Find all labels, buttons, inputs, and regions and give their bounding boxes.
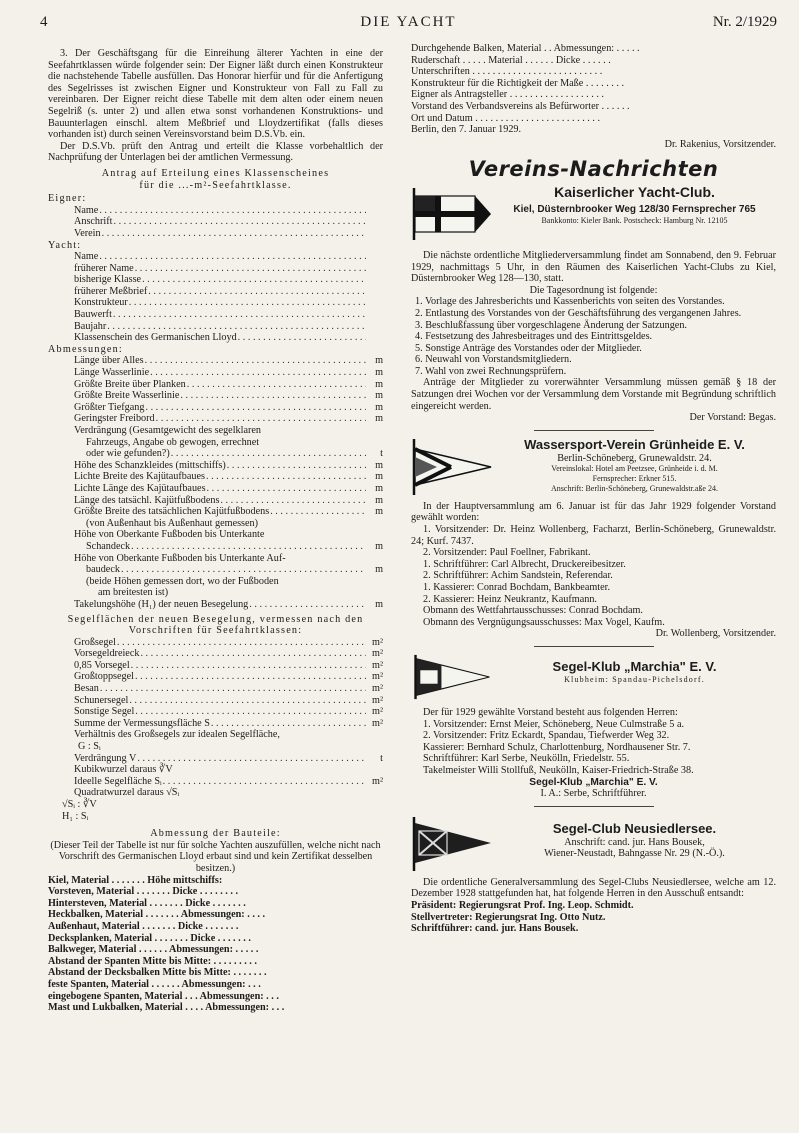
form-row — [48, 216, 383, 228]
club-anschrift: Anschrift: Berlin-Schöneberg, Grunewaldstr.aße 24. — [551, 484, 718, 494]
club-signature: I. A.: Serbe, Schriftführer. — [540, 788, 647, 800]
form-row-label: Größte Breite über Planken — [74, 378, 186, 390]
form-row-unit: m — [375, 598, 383, 610]
form-subtitle: für die ...-m²-Seefahrtklasse. — [139, 179, 292, 191]
club-klubheim: Klubheim: Spandau-Pichelsdorf. — [564, 674, 705, 684]
list-item: eingebogene Spanten, Material . . . Abmessungen: . . . — [48, 990, 279, 1002]
form-row-label: Lichte Breite des Kajütaufbaues — [74, 471, 205, 483]
list-item: Außenhaut, Material . . . . . . . Dicke . . . . . . . — [48, 920, 239, 932]
form-row-dots — [145, 402, 366, 414]
form-row — [48, 718, 383, 730]
form-row-dots — [145, 355, 366, 367]
form-row-dots — [206, 471, 366, 483]
form-row-unit: m — [375, 355, 383, 367]
members-list — [411, 719, 776, 777]
list-item: Präsident: Regierungsrat Prof. Ing. Leop. Schmidt. — [411, 899, 634, 911]
form-row-unit — [367, 205, 383, 217]
list-item: Takelmeister Willi Stollfuß, Neukölln, Kaiser-Friedrich-Straße 38. — [423, 764, 694, 776]
form-row-label: Großtoppsegel — [74, 671, 134, 683]
form-row-label: Größte Breite des tatsächlichen Kajütfußbodens — [74, 506, 270, 518]
club-address: Wiener-Neustadt, Bahngasse Nr. 29 (N.-Ö.). — [544, 848, 725, 860]
form-row — [48, 471, 383, 483]
form-row-unit — [367, 251, 383, 263]
form-row-unit: m — [375, 482, 383, 494]
form-row — [48, 367, 383, 379]
form-row-dots — [148, 286, 366, 298]
form-row-unit — [367, 228, 383, 240]
list-item: Berlin, den 7. Januar 1929. — [411, 124, 522, 136]
form-row — [48, 390, 383, 402]
form-row-dots — [180, 390, 366, 402]
form-row-unit: m — [375, 506, 383, 518]
form-row-unit — [367, 321, 383, 333]
form-row-label: Sonstige Segel — [74, 706, 135, 718]
list-item: Kiel, Material . . . . . . . Höhe mittschiffs: — [48, 874, 223, 886]
form-row-dots — [107, 321, 366, 333]
form-row — [48, 437, 383, 449]
form-row — [48, 660, 383, 672]
form-row-unit: m² — [372, 659, 383, 671]
form-row-unit: m — [375, 494, 383, 506]
list-item: 7. Wahl von zwei Rechnungsprüfern. — [415, 365, 567, 377]
form-row-unit — [367, 263, 383, 275]
form-row-dots — [249, 599, 366, 611]
form-row-label: (beide Höhen gemessen dort, wo der Fußboden — [86, 575, 279, 587]
form-row-label: oder wie gefunden?) — [86, 448, 170, 460]
form-row-dots — [129, 297, 366, 309]
form-row-label: Fahrzeugs, Angabe ob gewogen, errechnet — [86, 436, 260, 448]
form-row-dots — [171, 448, 366, 460]
form-row — [48, 228, 383, 240]
form-row — [48, 274, 383, 286]
form-row: Ideelle Segelfläche Sᵢ . . . m² — [48, 776, 383, 788]
form-row — [48, 518, 383, 530]
form-row-dots — [135, 671, 366, 683]
form-row-label: Größter Tiefgang — [74, 401, 145, 413]
club-text: Die ordentliche Generalversammlung des Segel-Clubs Neusiedlersee, welche am 12. Dezember 1928 stattgefunden hat, hat folgende Herren in den Ausschuß entsandt: — [411, 876, 776, 900]
list-item: Mast und Lukbalken, Material . . . . Abmessungen: . . . — [48, 1002, 285, 1014]
form-row-unit: m² — [372, 683, 383, 695]
form-row — [48, 671, 383, 683]
form-row — [48, 576, 383, 588]
form-row-dots — [102, 228, 366, 240]
form-row — [48, 506, 383, 518]
form-row-label: Konstrukteur — [74, 297, 128, 309]
list-item: Durchgehende Balken, Material . . Abmessungen: . . . . . — [411, 43, 640, 54]
form-row-unit — [367, 309, 383, 321]
form-row — [48, 460, 383, 472]
club-bank: Bankkonto: Kieler Bank. Postscheck: Hamburg Nr. 12105 — [541, 215, 728, 225]
page-number: 4 — [40, 14, 48, 30]
list-item: feste Spanten, Material . . . . . . Abmessungen: . . . — [48, 978, 261, 990]
list-item: 1. Vorsitzender: Dr. Heinz Wollenberg, Facharzt, Berlin-Schöneberg, Grunewaldstr. 24; Kurf. 7437. — [411, 524, 776, 547]
club-name: Kaiserlicher Yacht-Club. — [554, 183, 715, 200]
form-row-dots — [99, 205, 366, 217]
form-row — [48, 553, 383, 565]
pennant-flag-icon — [411, 437, 493, 497]
form-row-unit: m — [375, 564, 383, 576]
club-header-kyc — [411, 184, 776, 244]
form-row-label: 0,85 Vorsegel — [74, 659, 130, 671]
club-anschrift: Anschrift: cand. jur. Hans Bousek, — [564, 836, 705, 848]
issue-number: Nr. 2/1929 — [712, 14, 777, 30]
form-row-unit: m — [375, 401, 383, 413]
form-row-dots — [131, 541, 366, 553]
form-row-dots — [131, 660, 366, 672]
form-title: Antrag auf Erteilung eines Klassenscheines — [101, 167, 330, 179]
list-item: 1. Vorlage des Jahresberichts und Kassenberichts von seiten des Vorstandes. — [415, 296, 725, 308]
club-header-wvg — [411, 437, 776, 497]
intro-paragraph: Der D.S.Vb. prüft den Antrag und erteilt die Klasse vorbehaltlich der Nachprüfung der Unterlagen bei der amtlichen Vermessung. — [48, 140, 383, 164]
form-row-label: Anschrift — [74, 216, 113, 228]
club-phone: Fernsprecher: Erkner 515. — [592, 474, 677, 484]
list-item: Obmann des Vergnügungsausschusses: Max Vogel, Kaufm. — [423, 616, 665, 628]
form-row-dots — [142, 274, 366, 286]
form-row-unit: m² — [372, 717, 383, 729]
list-item: 3. Beschlußfassung über vorgeschlagene Änderung der Satzungen. — [415, 319, 687, 331]
members-list — [411, 900, 776, 935]
page-header — [40, 14, 777, 36]
list-item: Hintersteven, Material . . . . . . . Dicke . . . . . . . — [48, 897, 246, 909]
form-row — [48, 413, 383, 425]
form-row-label: früherer Name — [74, 262, 134, 274]
burgee-flag-icon — [411, 184, 493, 244]
list-item: Eigner als Antragsteller . . . . . . . . . . . . . . . . . . . — [411, 89, 604, 101]
list-item: Vorsteven, Material . . . . . . . Dicke . . . . . . . . — [48, 886, 239, 898]
form-row-unit — [367, 332, 383, 344]
form-row-label: Geringster Freibord — [74, 413, 155, 425]
form-row-label: Schandeck — [86, 540, 131, 552]
form-row — [48, 379, 383, 391]
form-row-dots — [99, 251, 366, 263]
club-lokal: Vereinslokal: Hotel am Peetzsee, Grünheide i. d. M. — [551, 464, 718, 474]
form-row-label: am breitesten ist) — [98, 587, 169, 599]
members-list — [411, 524, 776, 628]
form-row-label: Höhe des Schanzkleides (mittschiffs) — [74, 459, 226, 471]
list-item: Abstand der Spanten Mitte bis Mitte: . . . . . . . . . — [48, 955, 257, 967]
form-row-label: Großsegel — [74, 636, 116, 648]
segel-title: Segelflächen der neuen Besegelung, vermessen nach den Vorschriften für Seefahrtklassen: — [67, 613, 364, 637]
form-row-label: Baujahr — [74, 320, 107, 332]
list-item: Schriftführer: cand. jur. Hans Bousek. — [411, 923, 579, 935]
club-signature-name: Segel-Klub „Marchia" E. V. — [529, 776, 658, 788]
form-row-unit: m — [375, 459, 383, 471]
club-text: In der Hauptversammlung am 6. Januar ist für das Jahr 1929 folgender Vorstand gewählt worden: — [411, 500, 776, 524]
form-row-dots — [270, 506, 366, 518]
form-row-label: früherer Meßbrief — [74, 285, 148, 297]
form-row-label: Höhe von Oberkante Fußboden bis Unterkante — [74, 529, 265, 541]
journal-title: DIE YACHT — [360, 14, 457, 30]
form-row-dots — [156, 413, 366, 425]
divider — [534, 430, 654, 431]
list-item: Unterschriften . . . . . . . . . . . . . . . . . . . . . . . . . . — [411, 66, 603, 78]
list-item: 2. Schriftführer: Achim Sandstein, Referendar. — [423, 570, 613, 582]
form-row — [48, 332, 383, 344]
form-row-unit: m — [375, 378, 383, 390]
form-row — [48, 541, 383, 553]
form-row — [48, 297, 383, 309]
form-row-unit: m² — [372, 671, 383, 683]
form-row-unit: m² — [372, 694, 383, 706]
form-row-dots — [129, 695, 366, 707]
form-row — [48, 263, 383, 275]
form-row — [48, 309, 383, 321]
form-row-label: Takelungshöhe (H₁) der neuen Besegelung — [74, 598, 249, 610]
form-row-dots — [117, 637, 366, 649]
bauteile-note: (Dieser Teil der Tabelle ist nur für solche Yachten auszufüllen, welche nicht nach Vorschrift des Germanischen Lloyd erbaut sind und kein Zertifikat desselben besitzen.) — [50, 839, 381, 874]
list-item: Schriftführer: Karl Serbe, Neukölln, Friedelstr. 55. — [423, 753, 630, 765]
section-title: Vereins-Nachrichten — [468, 157, 719, 182]
club-name: Wassersport-Verein Grünheide E. V. — [524, 436, 745, 452]
form-row-dots — [121, 564, 366, 576]
form-row-dots — [187, 379, 366, 391]
club-text: Die nächste ordentliche Mitgliederversammlung findet am Sonnabend, den 9. Februar 1929, nachmittags 5 Uhr, in den Räumen des Kaiserlichen Yacht-Clubs zu Kiel, Düsternbrooker Weg 128—130, statt. — [411, 249, 776, 285]
bauteile-title: Abmessung der Bauteile: — [150, 828, 281, 840]
form-row-label: Schunersegel — [74, 694, 129, 706]
form-row: Verdrängung V . . . t — [48, 753, 383, 765]
form-row-label: Bauwerft — [74, 309, 112, 321]
club-closing: Anträge der Mitglieder zu vorerwähnter Versammlung müssen gemäß § 18 der Satzungen drei Wochen vor der Versammlung dem Vorstande mit Begründung schriftlich eingereicht werden. — [411, 377, 776, 412]
form-row: H₁ : Sᵢ — [62, 810, 89, 822]
form-row-unit: t — [380, 448, 383, 460]
form-row-label: Klassenschein des Germanischen Lloyd — [74, 332, 237, 344]
form-row-unit: m² — [372, 648, 383, 660]
form-row-unit — [367, 286, 383, 298]
club-header-scn — [411, 813, 776, 873]
list-item: 1. Schriftführer: Carl Albrecht, Druckereibesitzer. — [423, 558, 626, 570]
form-row — [48, 286, 383, 298]
form-row-label: Verdrängung (Gesamtgewicht des segelklaren — [74, 425, 261, 436]
agenda-list — [411, 296, 776, 377]
form-row-label: Größte Breite Wasserlinie — [74, 390, 180, 402]
list-item: 4. Festsetzung des Jahresbeitrages und des Eintrittsgeldes. — [415, 331, 653, 343]
agenda-title: Die Tagesordnung ist folgende: — [529, 284, 658, 296]
abmessungen-list — [48, 355, 383, 610]
left-column — [48, 48, 383, 1014]
form-row-label: Name — [74, 251, 99, 263]
list-item: 6. Neuwahl von Vorstandsmitgliedern. — [415, 354, 572, 366]
form-row-unit: m — [375, 367, 383, 379]
form-row-unit — [367, 216, 383, 228]
divider — [534, 806, 654, 807]
club-text: Der für 1929 gewählte Vorstand besteht aus folgenden Herren: — [423, 706, 678, 718]
form-row — [48, 495, 383, 507]
form-row-dots — [140, 648, 366, 660]
form-row-dots — [227, 460, 366, 472]
form-row: √Sᵢ : ∛V — [62, 799, 97, 810]
form-row-dots — [238, 332, 366, 344]
list-item: Kassierer: Bernhard Schulz, Charlottenburg, Nordhausener Str. 7. — [423, 741, 691, 753]
form-row — [48, 648, 383, 660]
form-row-label: Verein — [74, 227, 101, 239]
club-name: Segel-Klub „Marchia" E. V. — [552, 658, 717, 674]
form-row — [48, 355, 383, 367]
form-row — [48, 321, 383, 333]
form-row — [48, 706, 383, 718]
form-row-dots — [150, 367, 366, 379]
list-item: Abstand der Decksbalken Mitte bis Mitte: . . . . . . . — [48, 967, 267, 979]
form-row-dots — [113, 216, 366, 228]
form-row — [48, 564, 383, 576]
form-row-unit: m² — [372, 636, 383, 648]
form-row — [48, 425, 383, 437]
form-row: G : Sᵢ — [78, 741, 101, 753]
yacht-label: Yacht: — [48, 239, 82, 251]
list-item: 1. Kassierer: Conrad Bochdam, Bankbeamter. — [423, 582, 611, 593]
form-row-label: Länge des tatsächl. Kajütfußbodens — [74, 494, 220, 506]
form-row-label: Lichte Länge des Kajütaufbaues — [74, 482, 206, 494]
form-row — [48, 637, 383, 649]
pennant-flag-icon — [411, 653, 493, 701]
list-item: 2. Entlastung des Vorstandes von der Geschäftsführung des vergangenen Jahres. — [415, 307, 742, 319]
form-row-unit: m — [375, 471, 383, 483]
right-column — [411, 43, 776, 935]
form-row: Verhältnis des Großsegels zur idealen Segelfläche, — [74, 729, 280, 741]
segel-list — [48, 637, 383, 730]
form-continuation-list — [411, 43, 776, 136]
bauteile-list — [48, 875, 383, 1014]
form-row — [48, 483, 383, 495]
club-address: Kiel, Düsternbrooker Weg 128/30 Fernsprecher 765 — [513, 203, 756, 215]
form-row — [48, 402, 383, 414]
form-signature: Dr. Rakenius, Vorsitzender. — [664, 138, 776, 150]
form-row-dots — [113, 309, 366, 321]
list-item: Heckbalken, Material . . . . . . . Abmessungen: . . . . — [48, 909, 266, 921]
eigner-list — [48, 205, 383, 240]
form-row-label: Länge Wasserlinie — [74, 367, 150, 379]
form-row-label: Länge über Alles — [74, 355, 144, 367]
form-row-label: baudeck — [86, 564, 120, 576]
club-name: Segel-Club Neusiedlersee. — [552, 820, 717, 836]
form-row-label: Name — [74, 204, 99, 216]
form-row-label: Summe der Vermessungsfläche S — [74, 717, 210, 729]
form-row-unit — [367, 297, 383, 309]
list-item: Stellvertreter: Regierungsrat Ing. Otto Nutz. — [411, 911, 606, 923]
form-row-label: (von Außenhaut bis Außenhaut gemessen) — [86, 517, 259, 529]
list-item: 1. Vorsitzender: Ernst Meier, Schöneberg, Neue Culmstraße 5 a. — [423, 718, 685, 730]
list-item: Decksplanken, Material . . . . . . . Dicke . . . . . . . — [48, 932, 251, 944]
form-row-unit: m² — [372, 706, 383, 718]
list-item: Balkweger, Material . . . . . . Abmessungen: . . . . . — [48, 944, 259, 956]
form-row-unit: m — [375, 390, 383, 402]
form-row-dots — [220, 495, 366, 507]
yacht-list — [48, 251, 383, 344]
list-item: Obmann des Wettfahrtausschusses: Conrad Bochdam. — [423, 605, 643, 617]
abmessungen-label: Abmessungen: — [48, 343, 123, 355]
list-item: 5. Sonstige Anträge des Vorstandes oder der Mitglieder. — [415, 342, 642, 354]
form-row — [48, 448, 383, 460]
form-row-dots — [135, 706, 366, 718]
form-row — [48, 695, 383, 707]
form-row: Kubikwurzel daraus ∛V — [74, 764, 173, 776]
form-row-dots — [100, 683, 366, 695]
form-row-dots — [211, 718, 366, 730]
club-address: Berlin-Schöneberg, Grunewaldstr. 24. — [557, 452, 712, 464]
list-item: Vorstand des Verbandsvereins als Befürworter . . . . . . — [411, 100, 630, 112]
club-signature: Dr. Wollenberg, Vorsitzender. — [655, 628, 776, 640]
form-row-label: Höhe von Oberkante Fußboden bis Unterkante Auf- — [74, 552, 286, 564]
form-row — [48, 205, 383, 217]
list-item: Konstrukteur für die Richtigkeit der Maße . . . . . . . . — [411, 77, 625, 89]
form-row-unit — [367, 274, 383, 286]
burgee-flag-icon — [411, 813, 493, 873]
club-signature: Der Vorstand: Begas. — [689, 412, 776, 424]
list-item: Ort und Datum . . . . . . . . . . . . . . . . . . . . . . . . . — [411, 112, 601, 124]
list-item: 2. Kassierer: Heinz Neukrantz, Kaufmann. — [423, 593, 597, 605]
form-row — [48, 529, 383, 541]
form-row — [48, 599, 383, 611]
intro-paragraph: 3. Der Geschäftsgang für die Einreihung älterer Yachten in eine der Seefahrtklassen würde folgender sein: Der Eigner läßt durch einen Konstrukteur die nachstehende Tabelle ausfüllen. Das Honorar hierfür und für die Anfertigung des Segelrisses ist zwischen Eigner und Konstrukteur von Fall zu Fall zu vereinbaren. Der Eigner reicht diese Tabelle mit dem alten oder einem neuen Segelriß (s. unter 2) und allen etwa sonst vorhandenen Konstruktions- und Bauunterlagen einschl. altem Meßbrief und Lloydzertifikat (falls dieses vorhanden ist) durch seinen Vereinsvorstand beim D.S.Vb. ein. — [48, 48, 383, 141]
form-row — [48, 587, 383, 599]
form-row-dots — [135, 263, 366, 275]
form-row — [48, 251, 383, 263]
form-row-unit: m — [375, 540, 383, 552]
club-header-skm — [411, 653, 776, 701]
form-row-label: Besan — [74, 683, 99, 695]
list-item: 2. Vorsitzender: Fritz Eckardt, Spandau, Tiefwerder Weg 32. — [423, 730, 670, 742]
form-row — [48, 683, 383, 695]
list-item: 2. Vorsitzender: Paul Foellner, Fabrikant. — [423, 547, 591, 559]
form-row-unit: m — [375, 413, 383, 425]
form-row-label: bisherige Klasse — [74, 274, 142, 286]
list-item: Ruderschaft . . . . . Material . . . . . . Dicke . . . . . . — [411, 54, 611, 66]
divider — [534, 646, 654, 647]
form-row: Quadratwurzel daraus √Sᵢ — [74, 787, 180, 799]
eigner-label: Eigner: — [48, 193, 87, 205]
form-row-dots — [207, 483, 366, 495]
form-row-label: Vorsegeldreieck — [74, 648, 140, 660]
